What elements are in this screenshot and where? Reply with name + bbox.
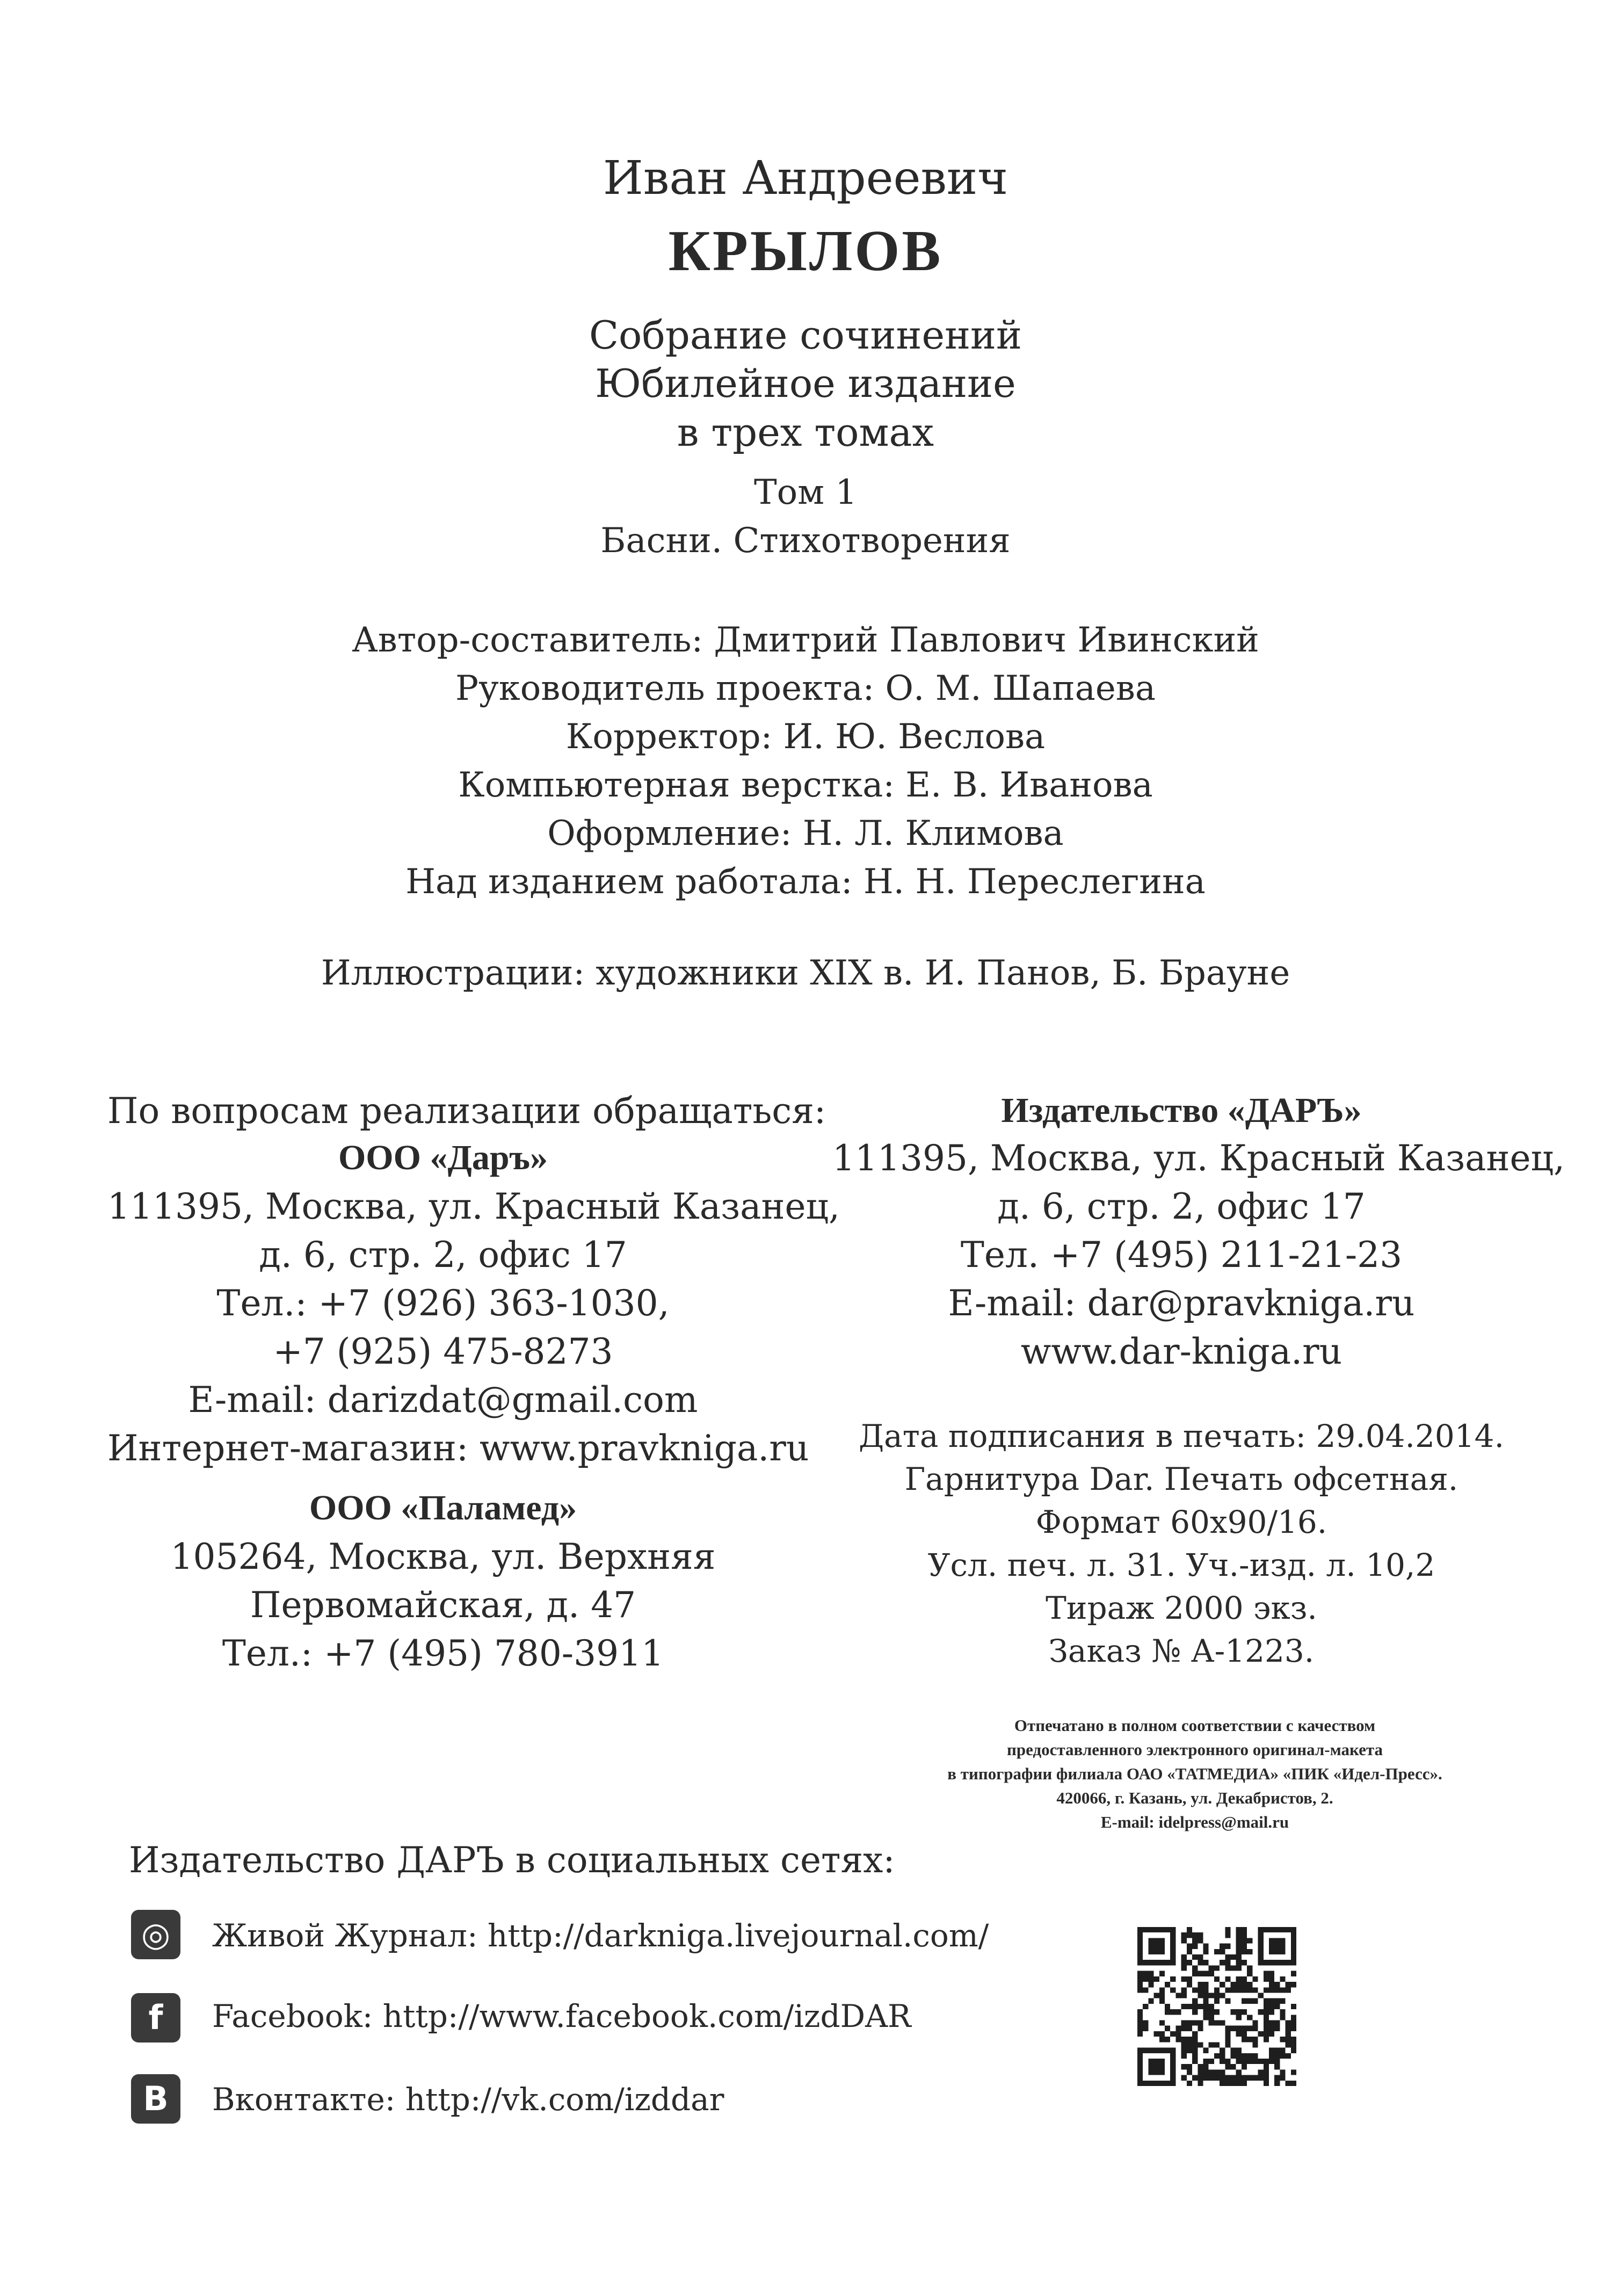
social-link-facebook[interactable]: Facebook: http://www.facebook.com/izdDAR: [212, 1998, 911, 2034]
imprint-line: Формат 60x90/16.: [1035, 1504, 1327, 1540]
credit-line: Руководитель проекта: О. М. Шапаева: [455, 669, 1156, 708]
dar-address-line: д. 6, стр. 2, офис 17: [259, 1234, 627, 1276]
livejournal-icon[interactable]: ◎: [131, 1910, 180, 1959]
publisher-address-line: д. 6, стр. 2, офис 17: [997, 1186, 1366, 1227]
dar-address-line: 111395, Москва, ул. Красный Казанец,: [107, 1186, 840, 1227]
sales-heading: По вопросам реализации обращаться:: [107, 1090, 826, 1132]
credit-line: Компьютерная верстка: Е. В. Иванова: [458, 765, 1153, 805]
publisher-site: www.dar-kniga.ru: [1020, 1331, 1342, 1372]
printer-note-line: E-mail: idelpress@mail.ru: [1100, 1813, 1289, 1831]
palamed-address-line: Первомайская, д. 47: [250, 1584, 636, 1626]
imprint-line: Дата подписания в печать: 29.04.2014.: [859, 1418, 1504, 1454]
palamed-company-name: ООО «Паламед»: [309, 1488, 577, 1527]
social-heading: Издательство ДАРЪ в социальных сетях:: [129, 1839, 895, 1881]
facebook-icon[interactable]: f: [131, 1993, 180, 2043]
printer-note-line: 420066, г. Казань, ул. Декабристов, 2.: [1056, 1788, 1333, 1807]
collection-title: Собрание сочинений: [589, 313, 1022, 358]
dar-phone: +7 (925) 475-8273: [273, 1331, 613, 1372]
credit-line: Корректор: И. Ю. Веслова: [565, 717, 1046, 757]
credit-line: Над изданием работала: Н. Н. Переслегина: [405, 862, 1206, 902]
social-link-livejournal[interactable]: Живой Журнал: http://darkniga.livejournal.com/: [212, 1917, 989, 1954]
publisher-phone: Тел. +7 (495) 211-21-23: [960, 1234, 1403, 1276]
imprint-line: Усл. печ. л. 31. Уч.-изд. л. 10,2: [927, 1547, 1435, 1583]
palamed-phone: Тел.: +7 (495) 780-3911: [222, 1633, 664, 1674]
credit-line: Автор-составитель: Дмитрий Павлович Ивинский: [352, 620, 1259, 660]
printer-note-line: в типографии филиала ОАО «ТАТМЕДИА» «ПИК «Идел-Пресс».: [947, 1764, 1442, 1783]
publisher-name: Издательство «ДАРЪ»: [1001, 1091, 1362, 1130]
dar-phone: Тел.: +7 (926) 363-1030,: [216, 1283, 670, 1324]
palamed-address-line: 105264, Москва, ул. Верхняя: [170, 1536, 716, 1577]
dar-online-shop: Интернет-магазин: www.pravkniga.ru: [107, 1428, 809, 1469]
publisher-address-line: 111395, Москва, ул. Красный Казанец,: [832, 1138, 1565, 1179]
qr-code-icon: [1137, 1927, 1296, 2086]
imprint-line: Гарнитура Dar. Печать офсетная.: [904, 1461, 1458, 1497]
imprint-line: Заказ № А-1223.: [1048, 1633, 1315, 1669]
edition-title: Юбилейное издание: [595, 361, 1016, 406]
author-name: Иван Андреевич: [603, 151, 1008, 205]
volume-title: Басни. Стихотворения: [600, 521, 1011, 561]
dar-company-name: ООО «Даръ»: [338, 1138, 548, 1177]
printer-note-line: Отпечатано в полном соответствии с качеством: [1014, 1716, 1376, 1735]
social-link-vkontakte[interactable]: Вконтакте: http://vk.com/izddar: [212, 2081, 724, 2118]
printer-note-line: предоставленного электронного оригинал-макета: [1007, 1740, 1383, 1759]
illustrations-credit: Иллюстрации: художники XIX в. И. Панов, Б. Брауне: [321, 953, 1290, 993]
imprint-line: Тираж 2000 экз.: [1046, 1590, 1317, 1626]
dar-email: E-mail: darizdat@gmail.com: [188, 1379, 698, 1421]
volume-number: Том 1: [753, 473, 858, 512]
credit-line: Оформление: Н. Л. Климова: [547, 814, 1064, 853]
vkontakte-icon[interactable]: B: [131, 2074, 180, 2124]
author-surname: КРЫЛОВ: [668, 219, 943, 283]
volumes-title: в трех томах: [677, 410, 934, 455]
publisher-email: E-mail: dar@pravkniga.ru: [948, 1283, 1415, 1324]
